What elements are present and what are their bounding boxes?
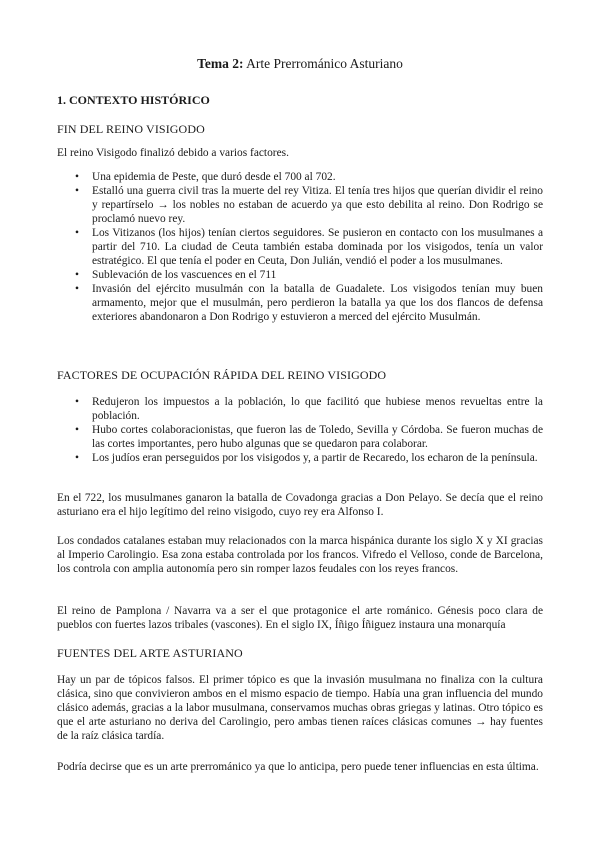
title-rest: Arte Prerrománico Asturiano xyxy=(243,56,403,71)
list-item: • Redujeron los impuestos a la población, lo que facilitó que hubiese menos revueltas entre la población. xyxy=(57,395,543,423)
covadonga-paragraph: En el 722, los musulmanes ganaron la batalla de Covadonga gracias a Don Pelayo. Se decía que el reino asturiano era el hijo legítimo del reino visigodo, cuyo rey era Alfonso I. xyxy=(57,492,543,518)
title-bold: Tema 2: xyxy=(197,56,244,71)
list-item: • Estalló una guerra civil tras la muerte del rey Vitiza. El tenía tres hijos que querían dividir el reino y repartírselo → los nobles no estaban de acuerdo ya que esto debilita al reino. Don Rodrigo se proclamó nuevo rey. xyxy=(57,184,543,226)
list-item: • Invasión del ejército musulmán con la batalla de Guadalete. Los visigodos tenían muy buen armamento, mejor que el musulmán, pero perdieron la batalla ya que los dos flancos de defensa exteriores abandonaron a Don Rodrigo y estuvieron a merced del ejército Musulmán. xyxy=(57,282,543,324)
factores-list xyxy=(57,395,543,465)
list-item: • Los Vitizanos (los hijos) tenían ciertos seguidores. Se pusieron en contacto con los musulmanes a partir del 710. La ciudad de Ceuta también estaba dominada por los visigodos, tenía un valor estratégico. El que tenía el poder en Ceuta, Don Julián, vendió el poder a los musulmanes. xyxy=(57,226,543,268)
list-item: • Hubo cortes colaboracionistas, que fueron las de Toledo, Sevilla y Córdoba. Se fueron muchas de las cortes importantes, pero hubo algunas que se quedaron para colaborar. xyxy=(57,423,543,451)
list-item: • Una epidemia de Peste, que duró desde el 700 al 702. xyxy=(57,170,543,184)
subheading-fuentes: FUENTES DEL ARTE ASTURIANO xyxy=(57,646,243,660)
fuentes-paragraph: Hay un par de tópicos falsos. El primer tópico es que la invasión musulmana no finaliza con la cultura clásica, sino que convivieron ambos en el mismo espacio de tiempo. Había una gran influencia del mundo clásico además, gracias a la labor musulmana, conservamos muchas obras griegas y latinas. Otro tópico es que el arte asturiano no deriva del Carolingio, pero ambas tienen raíces clásicas comunes → hay fuentes de la raíz clásica tardía. xyxy=(57,674,543,742)
list-item: • Sublevación de los vascuences en el 711 xyxy=(57,268,543,282)
section-heading: 1. CONTEXTO HISTÓRICO xyxy=(57,93,210,107)
prerromanico-paragraph: Podría decirse que es un arte prerrománico ya que lo anticipa, pero puede tener influencias en esta última. xyxy=(57,761,539,773)
list-item: • Los judíos eran perseguidos por los visigodos y, a partir de Recaredo, los echaron de la península. xyxy=(57,451,543,465)
fin-reino-list xyxy=(57,170,543,324)
document-title xyxy=(57,56,543,72)
pamplona-paragraph: El reino de Pamplona / Navarra va a ser el que protagonice el arte románico. Génesis poco clara de pueblos con fuertes lazos tribales (vascones). En el siglo IX, Íñigo Íñiguez instaura una monarquía xyxy=(57,605,543,631)
subheading-fin-reino: FIN DEL REINO VISIGODO xyxy=(57,122,205,136)
intro-paragraph: El reino Visigodo finalizó debido a varios factores. xyxy=(57,147,289,159)
subheading-factores: FACTORES DE OCUPACIÓN RÁPIDA DEL REINO VISIGODO xyxy=(57,368,387,382)
condados-paragraph: Los condados catalanes estaban muy relacionados con la marca hispánica durante los siglo X y XI gracias al Imperio Carolingio. Esa zona estaba controlada por los francos. Vifredo el Velloso, conde de Barcelona, los controla con amplia autonomía pero sin romper lazos feudales con los reyes francos. xyxy=(57,535,543,575)
